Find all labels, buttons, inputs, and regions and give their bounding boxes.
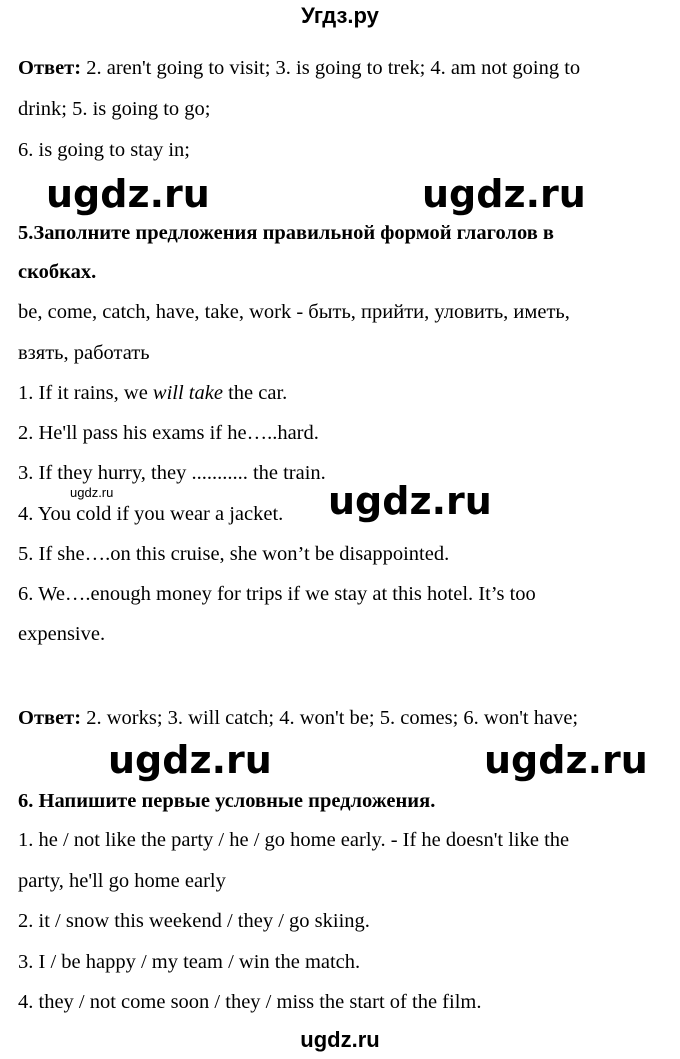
answer-1-line-1	[18, 56, 580, 80]
task-5-item-2: 2. He'll pass his exams if he…..hard.	[18, 422, 319, 444]
answer-2-line	[18, 706, 578, 730]
answer-1-label: Ответ:	[18, 57, 82, 79]
task-6-item-1-line-1: 1. he / not like the party / he / go home early. - If he doesn't like the	[18, 829, 570, 851]
task-5-words-line-2: взять, работать	[18, 342, 150, 364]
task-6-item-3: 3. I / be happy / my team / win the match.	[18, 951, 361, 973]
task-5-item-6-line-2: expensive.	[18, 623, 106, 645]
task-5-title-line-2: скобках.	[18, 261, 97, 283]
watermark-small: ugdz.ru	[70, 485, 114, 500]
task-6-item-1-line-2: party, he'll go home early	[18, 870, 226, 892]
watermark: ugdz.ru	[484, 738, 648, 782]
item-1-pre: 1. If it rains, we	[18, 382, 153, 404]
task-6-item-2: 2. it / snow this weekend / they / go skiing.	[18, 910, 370, 932]
watermark: ugdz.ru	[108, 738, 272, 782]
watermark: ugdz.ru	[422, 172, 586, 216]
answer-1-line-3: 6. is going to stay in;	[18, 139, 190, 161]
watermark: ugdz.ru	[46, 172, 210, 216]
watermark: ugdz.ru	[328, 479, 492, 523]
task-6-title: 6. Напишите первые условные предложения.	[18, 790, 436, 812]
answer-2-label: Ответ:	[18, 707, 82, 729]
task-6-item-4: 4. they / not come soon / they / miss the start of the film.	[18, 991, 482, 1013]
site-title: Угдз.ру	[301, 3, 379, 28]
task-5-item-5: 5. If she….on this cruise, she won’t be disappointed.	[18, 543, 450, 565]
task-5-item-4: 4. You cold if you wear a jacket.	[18, 503, 284, 525]
footer-site: ugdz.ru	[300, 1027, 380, 1052]
item-1-post: the car.	[222, 382, 288, 404]
item-1-italic: will take	[152, 382, 223, 404]
task-5-title-line-1: 5.Заполните предложения правильной формой глаголов в	[18, 222, 554, 244]
answer-2-text: 2. works; 3. will catch; 4. won't be; 5. comes; 6. won't have;	[81, 707, 579, 729]
answer-1-text: 2. aren't going to visit; 3. is going to trek; 4. am not going to	[81, 57, 581, 79]
answer-1-line-2: drink; 5. is going to go;	[18, 98, 211, 120]
task-5-item-1	[18, 381, 287, 405]
task-5-item-6-line-1: 6. We….enough money for trips if we stay at this hotel. It’s too	[18, 583, 536, 605]
task-5-words-line-1: be, come, catch, have, take, work - быть, прийти, уловить, иметь,	[18, 301, 570, 323]
task-5-item-3: 3. If they hurry, they ........... the train.	[18, 462, 326, 484]
